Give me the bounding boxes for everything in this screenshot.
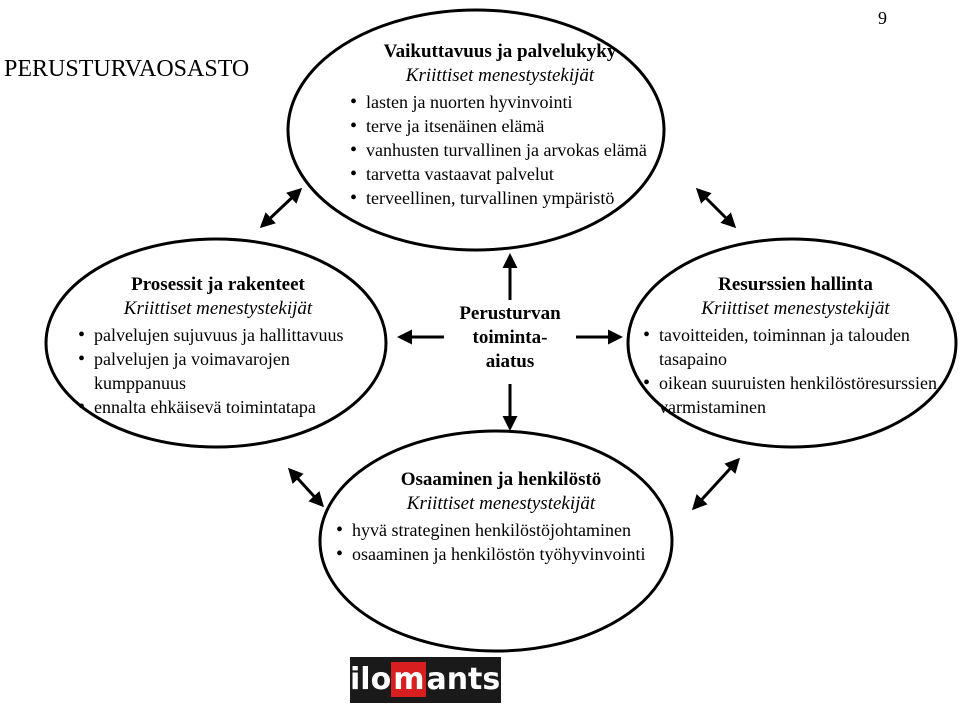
- list-item: • terveellinen, turvallinen ympäristö: [350, 186, 650, 210]
- right-list: [643, 323, 948, 419]
- center-line-2: toiminta-: [472, 327, 548, 348]
- list-item: • lasten ja nuorten hyvinvointi: [350, 90, 650, 114]
- right-oval-text: [643, 273, 948, 419]
- top-list: [350, 90, 650, 210]
- left-oval-text: [78, 273, 358, 419]
- bottom-title: Osaaminen ja henkilöstö: [400, 469, 602, 490]
- arrow-bottom-right: [694, 460, 738, 508]
- list-item: • ennalta ehkäisevä toimintatapa: [78, 395, 358, 419]
- bottom-oval-text: [336, 468, 666, 566]
- logo-text-a: ilo: [350, 662, 392, 697]
- left-title: Prosessit ja rakenteet: [131, 274, 305, 295]
- list-item: • palvelujen ja voimavarojen kumppanuus: [78, 347, 304, 395]
- list-item: • tavoitteiden, toiminnan ja talouden tasapaino: [643, 323, 948, 371]
- page-number: 9: [878, 8, 887, 28]
- left-list: [78, 323, 358, 419]
- ilomantsi-logo: [350, 657, 511, 703]
- list-item: • osaaminen ja henkilöstön työhyvinvointi: [336, 542, 666, 566]
- list-item: • palvelujen sujuvuus ja hallittavuus: [78, 323, 358, 347]
- right-title: Resurssien hallinta: [718, 274, 873, 295]
- list-item: • vanhusten turvallinen ja arvokas elämä: [350, 138, 650, 162]
- top-oval-text: [350, 40, 650, 210]
- list-item: • hyvä strateginen henkilöstöjohtaminen: [336, 518, 666, 542]
- center-line-1: Perusturvan: [459, 303, 561, 324]
- logo-text-c: antsi: [426, 662, 511, 697]
- left-subtitle: Kriittiset menestystekijät: [123, 298, 313, 319]
- list-item: • tarvetta vastaavat palvelut: [350, 162, 650, 186]
- arrow-bottom-left: [290, 470, 322, 505]
- list-item: • terve ja itsenäinen elämä: [350, 114, 650, 138]
- bottom-subtitle: Kriittiset menestystekijät: [406, 493, 596, 514]
- org-title: PERUSTURVAOSASTO: [4, 56, 250, 82]
- bottom-list: [336, 518, 666, 566]
- top-subtitle: Kriittiset menestystekijät: [405, 65, 595, 86]
- arrow-top-right: [698, 190, 734, 226]
- logo-text-b: m: [393, 662, 425, 697]
- center-label: [440, 302, 580, 374]
- top-title: Vaikuttavuus ja palvelukyky: [383, 41, 617, 62]
- logo-text: [350, 657, 511, 703]
- list-item: • oikean suuruisten henkilöstöresurssien varmistaminen: [643, 371, 948, 419]
- arrow-top-left: [262, 190, 300, 226]
- right-subtitle: Kriittiset menestystekijät: [701, 298, 890, 319]
- center-line-3: aiatus: [485, 351, 535, 372]
